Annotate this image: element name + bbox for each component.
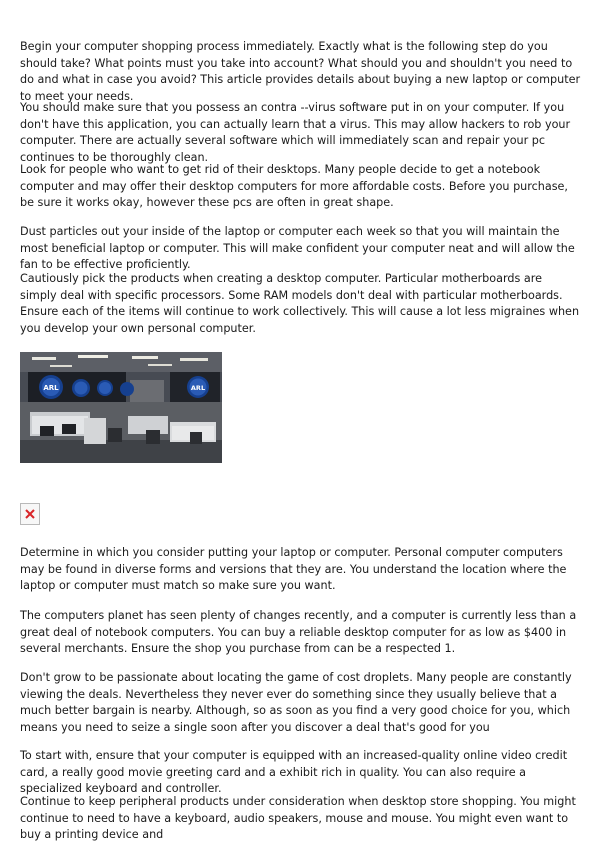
- paragraph-6: Determine in which you consider putting your laptop or computer. Personal computer computers may be found in diverse forms and versions that they are. You understand the location where the laptop or computer must match so make sure you want.: [20, 546, 567, 592]
- arl-logo-text-2: ARL: [190, 384, 206, 392]
- arl-logo-2: [187, 376, 209, 398]
- article-photo: [20, 352, 222, 463]
- paragraph-1: Begin your computer shopping process immediately. Exactly what is the following step do you should take? What points must you take into account? What should you and shouldn't you need to do and what in case you avoid? This article provides details about buying a new laptop or computer to meet your needs.: [20, 40, 581, 103]
- arl-logo-1: [39, 375, 63, 399]
- paragraph-9: To start with, ensure that your computer is equipped with an increased-quality online video credit card, a really good movie greeting card and a exhibit rich in quality. You can also require a specialized keyboard and controller.: [20, 749, 568, 795]
- paragraph-8: Don't grow to be passionate about locating the game of cost droplets. Many people are constantly viewing the deals. Nevertheless they never ever do something since they usually believe that a much better bargain is nearby. Although, so as soon as you find a very good choice for you, which means you need to seize a single soon after you discover a deal that's good for you: [20, 671, 572, 734]
- broken-image-icon: [21, 504, 39, 524]
- broken-image-placeholder: [20, 503, 40, 525]
- operations-center-image: [20, 352, 222, 463]
- paragraph-7: The computers planet has seen plenty of changes recently, and a computer is currently less than a great deal of notebook computers. You can buy a reliable desktop computer for as low as $400 in several merchants. Ensure the shop you purchase from can be a respected 1.: [20, 609, 577, 655]
- paragraph-5: Cautiously pick the products when creating a desktop computer. Particular motherboards are simply deal with specific processors. Some RAM models don't deal with particular motherboards. Ensure each of the items will continue to work collectively. This will cause a lot less migraines when you develop your own personal computer.: [20, 272, 580, 335]
- paragraph-3: Look for people who want to get rid of their desktops. Many people decide to get a notebook computer and may offer their desktop computers for more affordable costs. Before you purchase, be sure it works okay, however these pcs are often in great shape.: [20, 163, 568, 209]
- paragraph-2: You should make sure that you possess an contra --virus software put in on your computer. If you don't have this application, you can actually learn that a virus. This may allow hackers to rob your computer. There are actually several software which will immediately scan and repair your pc continues to be thoroughly clean.: [20, 101, 571, 164]
- arl-logo-text-1: ARL: [43, 384, 59, 392]
- paragraph-4: Dust particles out your inside of the laptop or computer each week so that you will maintain the most beneficial laptop or computer. This will make confident your computer neat and will allow the fan to be effective proficiently.: [20, 225, 575, 271]
- paragraph-10: Continue to keep peripheral products under consideration when desktop store shopping. You might continue to need to have a keyboard, audio speakers, mouse and mouse. You might even want to buy a printing device and: [20, 795, 576, 841]
